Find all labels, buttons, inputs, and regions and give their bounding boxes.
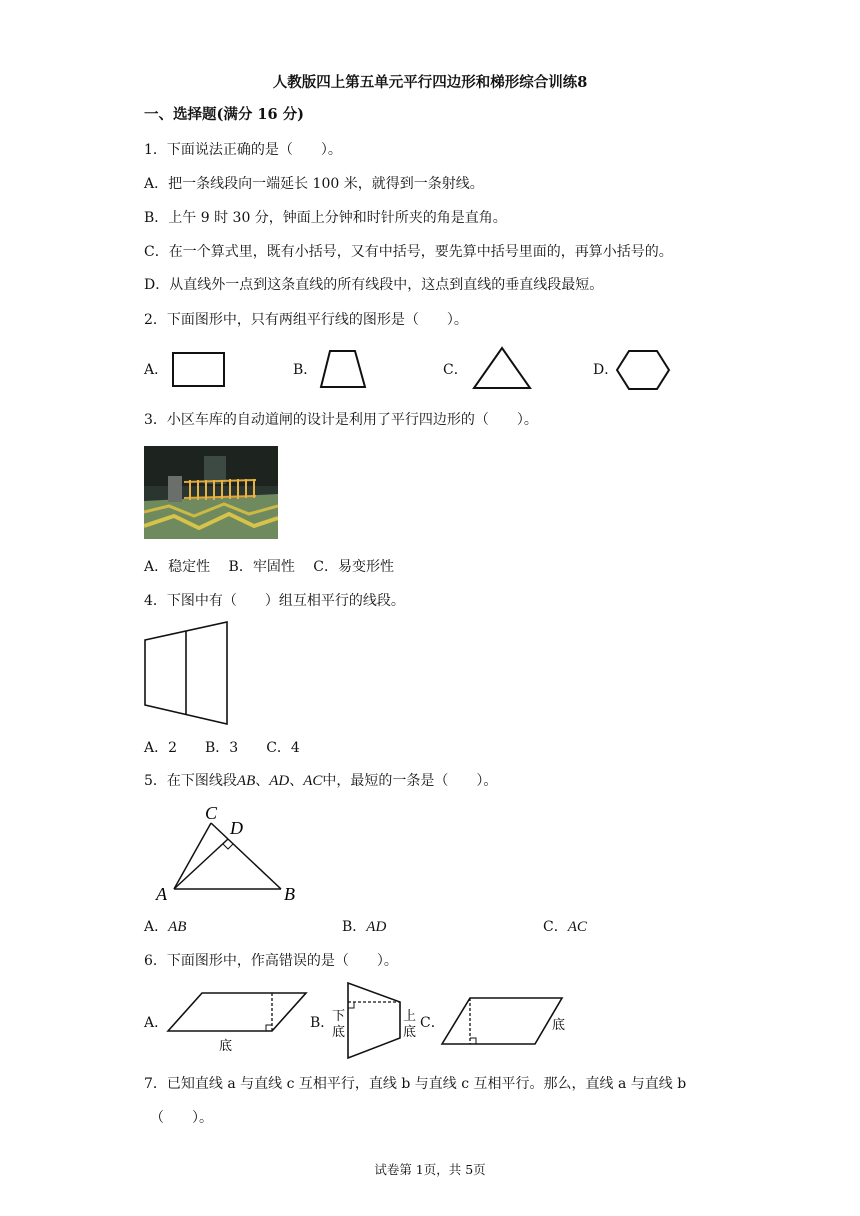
label-a: A	[156, 884, 167, 904]
base-label-a: 底	[219, 1039, 233, 1054]
q3-stem: 3．小区车库的自动道闸的设计是利用了平行四边形的（ ）。	[144, 412, 538, 428]
q7-blank: （ ）。	[150, 1110, 213, 1126]
page-footer: 试卷第 1页，共 5页	[374, 1162, 486, 1177]
q5-option-b: B．AD	[342, 919, 387, 935]
section-heading: 一、选择题(满分 16 分)	[144, 106, 304, 123]
triangle-abc-figure	[150, 800, 300, 904]
q2-stem: 2．下面图形中，只有两组平行线的图形是（ ）。	[144, 312, 468, 328]
q4-options: A．2 B．3 C．4	[144, 740, 300, 756]
label-b: B	[284, 884, 295, 904]
triangle-figure	[472, 346, 532, 390]
lower-base-label-1: 下底	[332, 1009, 346, 1040]
page-title: 人教版四上第五单元平行四边形和梯形综合训练8	[272, 74, 588, 91]
q5-option-a: A．AB	[144, 919, 187, 935]
q1-option-d: D．从直线外一点到这条直线的所有线段中，这点到直线的垂直线段最短。	[144, 277, 604, 293]
garage-gate-photo	[144, 446, 278, 539]
hexagon-figure	[615, 350, 671, 392]
q2-option-a: A．	[144, 362, 169, 378]
q6-option-c: C．	[420, 1015, 445, 1031]
rectangle-figure	[172, 352, 226, 388]
q2-option-b: B．	[293, 362, 318, 378]
trapezoid-height-figure-b	[328, 980, 420, 1062]
q1-option-a: A．把一条线段向一端延长 100 米，就得到一条射线。	[144, 176, 484, 192]
q4-stem: 4．下图中有（ ）组互相平行的线段。	[144, 593, 405, 609]
q6-option-a: A．	[144, 1015, 169, 1031]
parallel-segments-figure	[143, 620, 231, 726]
q5-option-c: C．AC	[543, 919, 587, 935]
trapezoid-figure	[319, 349, 367, 389]
label-d: D	[230, 818, 243, 838]
q2-option-c: C．	[443, 362, 468, 378]
base-label-c: 底	[552, 1018, 566, 1033]
q3-options: A．稳定性 B．牢固性 C．易变形性	[144, 559, 395, 575]
parallelogram-height-figure-a	[166, 990, 308, 1054]
q1-option-c: C．在一个算式里，既有小括号，又有中括号，要先算中括号里面的，再算小括号的。	[144, 244, 673, 260]
upper-base-label-1: 上底	[403, 1009, 417, 1040]
q6-option-b: B．	[310, 1015, 335, 1031]
parallelogram-height-figure-c	[440, 995, 572, 1047]
q2-option-d: D．	[593, 362, 619, 378]
q5-stem: 5．在下图线段AB、AD、AC中，最短的一条是（ ）。	[144, 773, 498, 789]
label-c: C	[205, 803, 218, 823]
q7-stem: 7．已知直线 a 与直线 c 互相平行，直线 b 与直线 c 互相平行。那么，直线 a 与直线 b	[144, 1076, 687, 1092]
q1-option-b: B．上午 9 时 30 分，钟面上分钟和时针所夹的角是直角。	[144, 210, 507, 226]
q6-stem: 6．下面图形中，作高错误的是（ ）。	[144, 953, 398, 969]
q1-stem: 1．下面说法正确的是（ ）。	[144, 142, 342, 158]
